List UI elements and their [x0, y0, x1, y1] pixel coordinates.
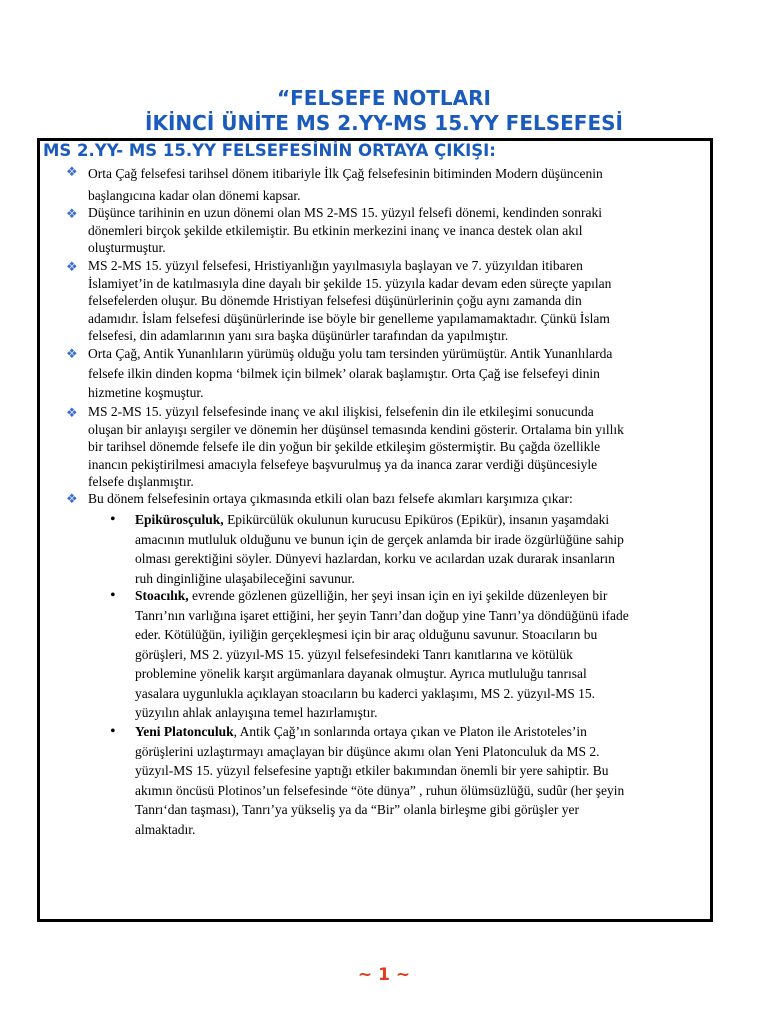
paragraph-2 [88, 204, 708, 257]
movement-line: eder. Kötülüğün, iyiliğin gerçekleşmesi için bir araç olduğunu savunur. Stoacıların bu [135, 627, 598, 642]
paragraph-line: İslamiyet’in de katılmasıyla dine dayalı bir şekilde 15. yüzyıla kadar devam eden süreçte yapılan [88, 275, 612, 291]
movement-line: evrende gözlenen güzelliğin, her şeyi insan için en iyi şekilde düzenleyen bir [188, 588, 608, 603]
paragraph-line: Orta Çağ felsefesi tarihsel dönem itibariyle İlk Çağ felsefesinin bitiminden Modern düşüncenin [88, 166, 603, 181]
movement-line: görüşleri, MS 2. yüzyıl-MS 15. yüzyıl felsefesindeki Tanrı kanıtlarına ve kötülük [135, 646, 573, 662]
paragraph-line: dönemleri birçok şekilde etkilemiştir. Bu etkinin merkezini inanç ve inanca destek olan akıl [88, 222, 583, 238]
movement-line: Epikürcülük okulunun kurucusu Epiküros (Epikür), insanın yaşamdaki [223, 512, 610, 527]
paragraph-line: felsefe ilkin dinden kopma ‘bilmek için bilmek’ olarak başlamıştır. Orta Çağ ise felsefeyi dinin [88, 365, 600, 381]
movement-line: akımın öncüsü Plotinos’un felsefesinde “öte dünya” , ruhun ölümsüzlüğü, sudûr (her şeyin [135, 782, 625, 798]
paragraph-line: adamıdır. İslam felsefesi düşünürlerinde ise böyle bir genelleme yapılamamaktadır. Çünkü İslam [88, 310, 610, 326]
paragraph-line: Düşünce tarihinin en uzun dönemi olan MS 2-MS 15. yüzyıl felsefi dönemi, kendinden sonraki [88, 205, 603, 220]
paragraph-line: oluşturmuştur. [88, 240, 166, 255]
movement-line: olması gerektiğini söyler. Dünyevi hazlardan, korku ve acılardan uzak durarak insanların [135, 551, 615, 566]
paragraph-line: bir tarihsel dönemde felsefe ile din yoğun bir şekilde etkileşim göstermiştir. Bu çağda özellikle [88, 439, 601, 454]
movement-line: amacının mutluluk olduğunu ve bunun için de gerçek anlamda bir irade özgürlüğüne sahip [135, 531, 624, 547]
page-number: ~ 1 ~ [357, 965, 411, 985]
paragraph-line: oluşan bir anlayışı sergiler ve dönemin her düşünsel temasında kendini gösterir. Ortalama bin yıllık [88, 421, 624, 437]
movement-line: görüşlerini uzlaştırmayı amaçlayan bir düşünce akımı olan Yeni Platonculuk da MS 2. [135, 743, 600, 759]
movement-name: Stoacılık, [135, 588, 189, 603]
diamond-bullet-icon: ❖ [66, 164, 78, 179]
paragraph-line: felsefelerden oluşur. Bu dönemde Hristiyan felsefesi düşünürlerinin çoğu aynı zamanda din [88, 293, 582, 308]
paragraph-line: hizmetine koşmuştur. [88, 385, 204, 400]
movement-line: yüzyıl-MS 15. yüzyıl felsefesine yaptığı etkiler bakımından önemli bir yere sahiptir. Bu [135, 763, 609, 778]
diamond-bullet-icon: ❖ [66, 206, 78, 221]
paragraph-line: felsefe dışlanmıştır. [88, 474, 194, 489]
movement-name: Yeni Platonculuk [135, 724, 234, 739]
movement-line: problemine yönelik karşıt argümanlara dayanak olmuştur. Ayrıca mutluluğu tanrısal [135, 666, 587, 681]
diamond-bullet-icon: ❖ [66, 405, 78, 420]
movement-line: almaktadır. [135, 821, 196, 837]
paragraph-line: inancın pekiştirilmesi amacıyla felsefeye başvurulmuş ya da inanca zarar verdiği düşüncesiyle [88, 456, 598, 472]
diamond-bullet-icon: ❖ [66, 346, 78, 361]
paragraph-6 [88, 489, 708, 508]
movement-line: yasalara uygunlukla açıklayan stoacıların bu kaderci yaklaşımı, MS 2. yüzyıl-MS 15. [135, 685, 596, 701]
movement-yeni-platonculuk [135, 722, 711, 839]
paragraph-line: Orta Çağ, Antik Yunanlıların yürümüş olduğu yolu tam tersinden yürümüştür. Antik Yunanlılarda [88, 346, 613, 361]
movement-line: ruh dinginliğine ulaşabileceğini savunur. [135, 570, 355, 586]
movement-line: Tanrı‘dan taşması), Tanrı’ya yükseliş ya da “Bir” olanla birleşme gibi görüşler yer [135, 802, 579, 817]
movement-epikuroscculuk [135, 510, 711, 588]
round-bullet-icon: • [110, 587, 116, 604]
diamond-bullet-icon: ❖ [66, 491, 78, 506]
document-title-line-2: İKİNCİ ÜNİTE MS 2.YY-MS 15.YY FELSEFESİ [145, 111, 623, 135]
movement-line: Tanrı’nın varlığına işaret ettiğini, her şeyin Tanrı’dan doğup yine Tanrı’ya döndüğünü ifade [135, 607, 629, 623]
paragraph-1 [88, 163, 708, 207]
paragraph-5 [88, 403, 708, 491]
diamond-bullet-icon: ❖ [66, 259, 78, 274]
section-heading: MS 2.YY- MS 15.YY FELSEFESİNİN ORTAYA ÇIKIŞI: [43, 141, 496, 160]
paragraph-3 [88, 257, 708, 345]
paragraph-line: felsefesi, din adamlarının yanı sıra başka düşünürler tarafından da yapılmıştır. [88, 328, 509, 343]
movement-line: yüzyılın ahlak anlayışına temel hazırlamıştır. [135, 705, 378, 720]
document-title-line-1: “FELSEFE NOTLARI [276, 86, 491, 110]
paragraph-line: başlangıcına kadar olan dönemi kapsar. [88, 188, 301, 203]
movement-name: Epikürosçuluk, [135, 512, 224, 527]
round-bullet-icon: • [110, 511, 116, 528]
paragraph-line: Bu dönem felsefesinin ortaya çıkmasında etkili olan bazı felsefe akımları karşımıza çıkar: [88, 491, 573, 506]
paragraph-line: MS 2-MS 15. yüzyıl felsefesinde inanç ve akıl ilişkisi, felsefenin din ile etkileşimi sonucunda [88, 404, 594, 419]
paragraph-line: MS 2-MS 15. yüzyıl felsefesi, Hristiyanlığın yayılmasıyla başlayan ve 7. yüzyıldan itibaren [88, 258, 583, 273]
round-bullet-icon: • [110, 723, 116, 740]
paragraph-4 [88, 344, 708, 403]
movement-line: , Antik Çağ’ın sonlarında ortaya çıkan ve Platon ile Aristoteles’in [233, 724, 587, 739]
movement-stoacilik [135, 586, 711, 723]
